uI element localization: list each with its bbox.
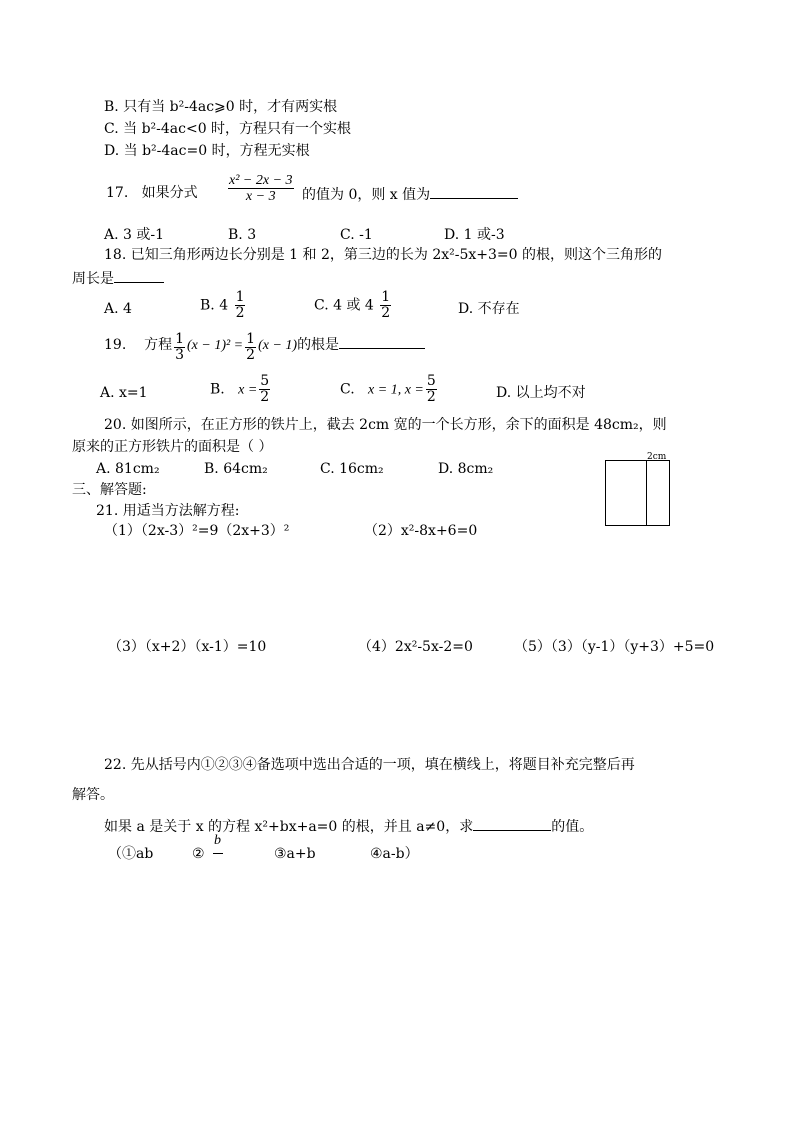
q19-option-b [210, 374, 272, 405]
q18-answer-blank[interactable] [114, 268, 164, 283]
q19-b-denominator: 2 [260, 389, 270, 405]
q19-half-denominator: 2 [246, 347, 256, 363]
q18-stem-line1: 18. 已知三角形两边长分别是 1 和 2，第三边的长为 2x²-5x+3=0 的根，则这个三角形的 [104, 247, 663, 263]
q22-stem-tail: 的值。 [551, 819, 594, 835]
q17-option-c: C. -1 [340, 227, 373, 243]
q18-b-denominator: 2 [235, 305, 245, 321]
q19-option-b-expr: x = [238, 382, 258, 398]
q18-b-numerator: 1 [235, 289, 245, 305]
q17-suffix: 的值为 0，则 x 值为 [302, 187, 431, 203]
q17-fraction-numerator: x² − 2x − 3 [229, 173, 293, 188]
q17-fraction-denominator: x − 3 [245, 189, 276, 204]
q18-option-b [200, 290, 247, 321]
q19-half-numerator: 1 [246, 331, 256, 347]
q21-part-4: （4）2x²-5x-2=0 [358, 639, 473, 655]
q19-number: 19. [104, 337, 127, 353]
q19-c-denominator: 2 [426, 389, 436, 405]
q16-option-c: C. 当 b²-4ac<0 时，方程只有一个实根 [104, 121, 352, 137]
q19-option-c-expr: x = 1, x = [368, 382, 424, 398]
q22-choice-1: （①ab [108, 846, 154, 862]
q17-tail [302, 184, 518, 204]
q20-figure-label: 2cm [647, 452, 667, 462]
q21-part-3: （3）（x+2）（x-1）=10 [108, 639, 267, 655]
q22-choice-4: ④a-b） [370, 846, 419, 862]
q17-prefix: 如果分式 [141, 185, 198, 201]
q19-lhs: (x − 1)² = [187, 338, 244, 353]
q18-c-denominator: 2 [381, 305, 391, 321]
q18-stem-text: 周长是 [72, 271, 114, 287]
q20-cut-line [646, 460, 647, 525]
q21-part-5: （5）（3）（y-1）（y+3）+5=0 [514, 639, 715, 655]
q20-option-c: C. 16cm₂ [320, 461, 384, 477]
q22-choice-2-fraction-bar [213, 853, 223, 854]
q22-choice-2-label: ② [192, 846, 205, 862]
q19-b-numerator: 5 [260, 373, 270, 389]
q19-third-numerator: 1 [175, 331, 184, 347]
q22-choice-3: ③a+b [274, 846, 316, 862]
q18-option-c-text: C. 4 或 4 [314, 297, 374, 314]
q18-option-a: A. 4 [104, 301, 132, 317]
q22-stem-text: 如果 a 是关于 x 的方程 x²+bx+a=0 的根，并且 a≠0，求 [104, 819, 474, 835]
q22-choice-2-numerator: b [214, 833, 221, 848]
q17-stem [106, 184, 228, 202]
section-3-heading: 三、解答题: [72, 482, 147, 498]
q20-option-d: D. 8cm₂ [438, 461, 494, 477]
q21-part-1: （1）（2x-3）²=9（2x+3）² [104, 523, 290, 539]
q20-option-a: A. 81cm₂ [96, 461, 160, 477]
q20-square-figure [605, 460, 670, 526]
q16-option-d: D. 当 b²-4ac=0 时，方程无实根 [104, 143, 310, 159]
q18-stem-line2 [72, 268, 164, 288]
q19-third-denominator: 3 [175, 347, 184, 363]
q19-option-c-label: C. [340, 381, 355, 398]
q18-option-c [314, 290, 393, 321]
q19-prefix: 方程 [144, 337, 173, 353]
q18-option-d: D. 不存在 [458, 301, 520, 317]
q22-stem-line3 [104, 816, 593, 836]
q21-part-2: （2）x²-8x+6=0 [364, 523, 478, 539]
q22-stem-line2: 解答。 [72, 787, 114, 803]
q19-option-d: D. 以上均不对 [496, 385, 586, 401]
q17-option-d: D. 1 或-3 [444, 227, 505, 243]
q22-stem-line1: 22. 先从括号内①②③④备选项中选出合适的一项，填在横线上，将题目补充完整后再 [104, 757, 635, 773]
q19-stem [104, 332, 425, 363]
q22-answer-blank[interactable] [473, 816, 551, 831]
q20-stem-line1: 20. 如图所示，在正方形的铁片上，截去 2cm 宽的一个长方形，余下的面积是 48cm₂，则 [104, 417, 667, 433]
q17-answer-blank[interactable] [430, 184, 518, 199]
q17-option-b: B. 3 [228, 227, 257, 243]
q19-c-numerator: 5 [426, 373, 436, 389]
q19-option-a: A. x=1 [100, 385, 148, 401]
q19-answer-blank[interactable] [339, 334, 425, 349]
q16-option-b: B. 只有当 b²-4ac⩾0 时，才有两实根 [104, 99, 338, 115]
q19-option-b-label: B. [210, 381, 225, 398]
q21-title: 21. 用适当方法解方程: [96, 503, 240, 519]
q18-option-b-text: B. 4 [200, 297, 229, 314]
q19-suffix: 的根是 [297, 337, 340, 353]
q17-number: 17. [106, 185, 129, 201]
q20-option-b: B. 64cm₂ [204, 461, 268, 477]
q18-c-numerator: 1 [381, 289, 391, 305]
q22-choice-2 [192, 845, 205, 863]
q19-option-c [340, 374, 439, 405]
q19-rhs: (x − 1) [258, 338, 298, 353]
q20-stem-line2: 原来的正方形铁片的面积是（ ） [72, 439, 273, 455]
q17-option-a: A. 3 或-1 [104, 227, 165, 243]
q17-fraction [226, 173, 296, 204]
